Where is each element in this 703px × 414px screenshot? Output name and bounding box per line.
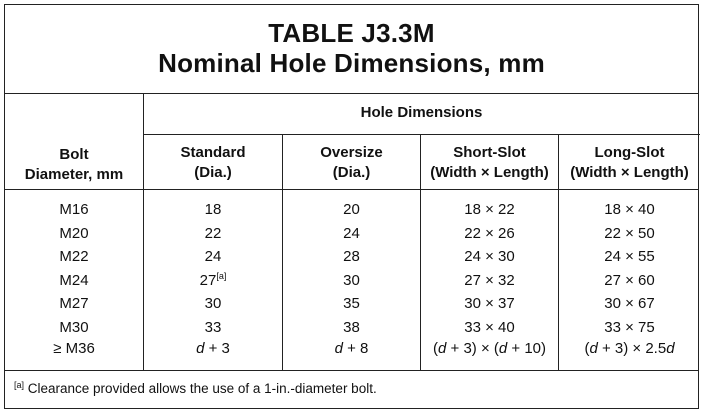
expr-text: ( — [433, 340, 438, 357]
variable-d: d — [498, 340, 508, 357]
table-row — [5, 245, 698, 269]
cell-value: 30 — [343, 271, 360, 289]
cell-value: M22 — [59, 248, 89, 265]
cell-value: 33 — [204, 318, 222, 336]
short-slot-cell — [421, 292, 558, 316]
cell-value: M16 — [59, 201, 89, 218]
standard-cell — [144, 316, 282, 340]
table-row — [5, 316, 698, 340]
cell-value: 27 — [199, 271, 217, 289]
cell-value: 27 × 32 — [464, 271, 515, 289]
short-slot-cell — [421, 337, 558, 361]
variable-d: d — [196, 340, 205, 357]
long-slot-cell — [559, 292, 700, 316]
header-text: (Dia.) — [332, 164, 371, 181]
header-text: Diameter, mm — [24, 166, 124, 183]
expr-text: + 3) × ( — [446, 340, 499, 357]
cell-value: 33 × 75 — [604, 318, 655, 336]
cell-value: 22 × 26 — [464, 224, 515, 242]
oversize-cell — [283, 316, 420, 340]
standard-cell — [144, 337, 282, 361]
oversize-cell — [283, 292, 420, 316]
table-header — [5, 93, 698, 190]
variable-d: d — [438, 340, 447, 357]
bolt-cell — [5, 316, 143, 340]
cell-value: 24 × 55 — [604, 248, 655, 265]
long-slot-cell — [559, 222, 700, 246]
bolt-cell — [5, 198, 143, 222]
long-slot-header — [559, 143, 700, 183]
header-text: Oversize — [320, 144, 383, 161]
bolt-cell — [5, 245, 143, 269]
header-text: (Width × Length) — [430, 164, 549, 181]
bolt-cell — [5, 222, 143, 246]
table-title: TABLE J3.3M — [268, 18, 435, 48]
long-slot-cell — [559, 245, 700, 269]
variable-d: d — [334, 340, 343, 357]
cell-value: 28 — [343, 248, 360, 265]
bolt-cell — [5, 269, 143, 293]
standard-cell — [144, 245, 282, 269]
cell-value: 18 × 40 — [604, 201, 655, 218]
cell-value: 20 — [343, 201, 360, 218]
cell-value: 38 — [343, 318, 360, 336]
header-text: Standard — [180, 144, 246, 161]
table-row — [5, 222, 698, 246]
cell-value: 24 × 30 — [464, 248, 515, 265]
standard-cell — [144, 222, 282, 246]
table-body — [5, 190, 698, 370]
header-text: Long-Slot — [594, 144, 665, 161]
variable-d: d — [666, 340, 675, 357]
short-slot-cell — [421, 269, 558, 293]
table-footnote — [5, 370, 698, 410]
header-text: Short-Slot — [453, 144, 526, 161]
standard-header — [144, 143, 282, 183]
cell-value: M24 — [59, 271, 89, 289]
short-slot-cell — [421, 245, 558, 269]
table-title-block — [5, 5, 698, 94]
oversize-cell — [283, 222, 420, 246]
oversize-cell — [283, 198, 420, 222]
short-slot-header — [421, 143, 558, 183]
oversize-cell — [283, 245, 420, 269]
bolt-cell — [5, 292, 143, 316]
footnote-text: Clearance provided allows the use of a 1-in.-diameter bolt. — [24, 381, 377, 396]
oversize-cell — [283, 269, 420, 293]
hole-dimensions-header: Hole Dimensions — [360, 104, 483, 121]
cell-value: M20 — [59, 224, 89, 242]
expr-text: + 3) × 2.5 — [597, 340, 667, 357]
table-row — [5, 337, 698, 361]
table-row — [5, 269, 698, 293]
cell-value: 24 — [204, 248, 222, 265]
expr-text: + 10) — [507, 340, 546, 357]
cell-value: 18 × 22 — [464, 201, 515, 218]
standard-cell — [144, 269, 282, 293]
long-slot-cell — [559, 316, 700, 340]
cell-value: M27 — [59, 295, 89, 312]
expr-text: ( — [584, 340, 590, 357]
standard-cell — [144, 292, 282, 316]
long-slot-cell — [559, 337, 700, 361]
cell-value: 22 — [204, 224, 222, 242]
cell-value: 35 — [343, 295, 360, 312]
long-slot-cell — [559, 269, 700, 293]
standard-cell — [144, 198, 282, 222]
table-row — [5, 198, 698, 222]
table-frame — [4, 4, 699, 409]
cell-value: 30 × 37 — [464, 295, 515, 312]
table-row — [5, 292, 698, 316]
group-header-divider — [143, 134, 700, 135]
short-slot-cell — [421, 316, 558, 340]
short-slot-cell — [421, 222, 558, 246]
expr-text: + 3 — [204, 340, 230, 357]
bolt-diameter-header — [5, 145, 143, 185]
short-slot-cell — [421, 198, 558, 222]
oversize-cell — [283, 337, 420, 361]
cell-value: 24 — [343, 224, 360, 242]
oversize-header — [283, 143, 420, 183]
cell-value: 18 — [204, 201, 222, 218]
bolt-cell: ≥ M36 — [53, 340, 95, 357]
cell-value: 27 × 60 — [604, 271, 655, 289]
cell-value: M30 — [59, 318, 89, 336]
cell-value: 30 × 67 — [604, 295, 655, 312]
variable-d: d — [589, 340, 598, 357]
long-slot-cell — [559, 198, 700, 222]
header-text: Bolt — [59, 146, 89, 163]
header-text: (Dia.) — [194, 164, 232, 181]
footnote-marker: [a] — [14, 380, 25, 390]
expr-text: + 8 — [342, 340, 369, 357]
header-text: (Width × Length) — [570, 164, 689, 181]
cell-value: 22 × 50 — [604, 224, 655, 242]
footnote-ref: [a] — [216, 270, 227, 281]
cell-value: 30 — [204, 295, 222, 312]
table-subtitle: Nominal Hole Dimensions, mm — [158, 48, 545, 78]
cell-value: 33 × 40 — [464, 318, 515, 336]
